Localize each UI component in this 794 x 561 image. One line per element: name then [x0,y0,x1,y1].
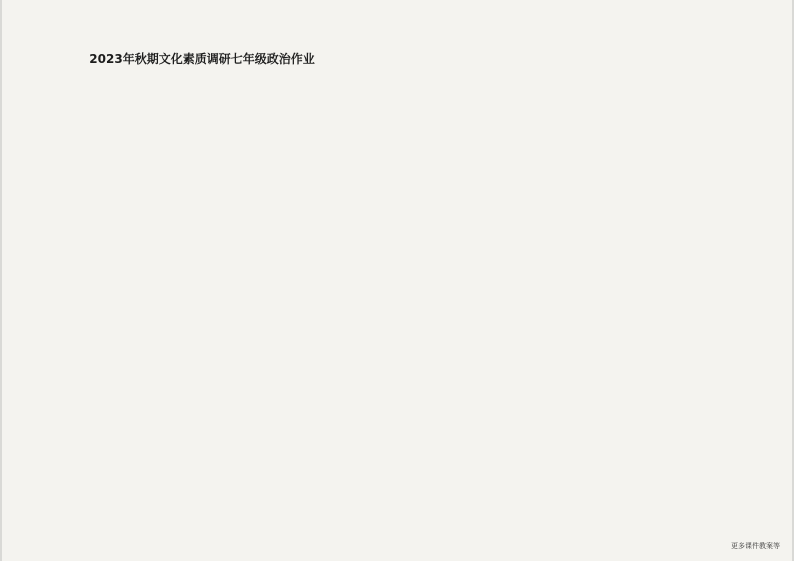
page-title: 2023年秋期文化素质调研七年级政治作业 [89,52,315,66]
footer-note: 更多课件教案等 [731,542,780,550]
exam-sheet [2,0,792,561]
